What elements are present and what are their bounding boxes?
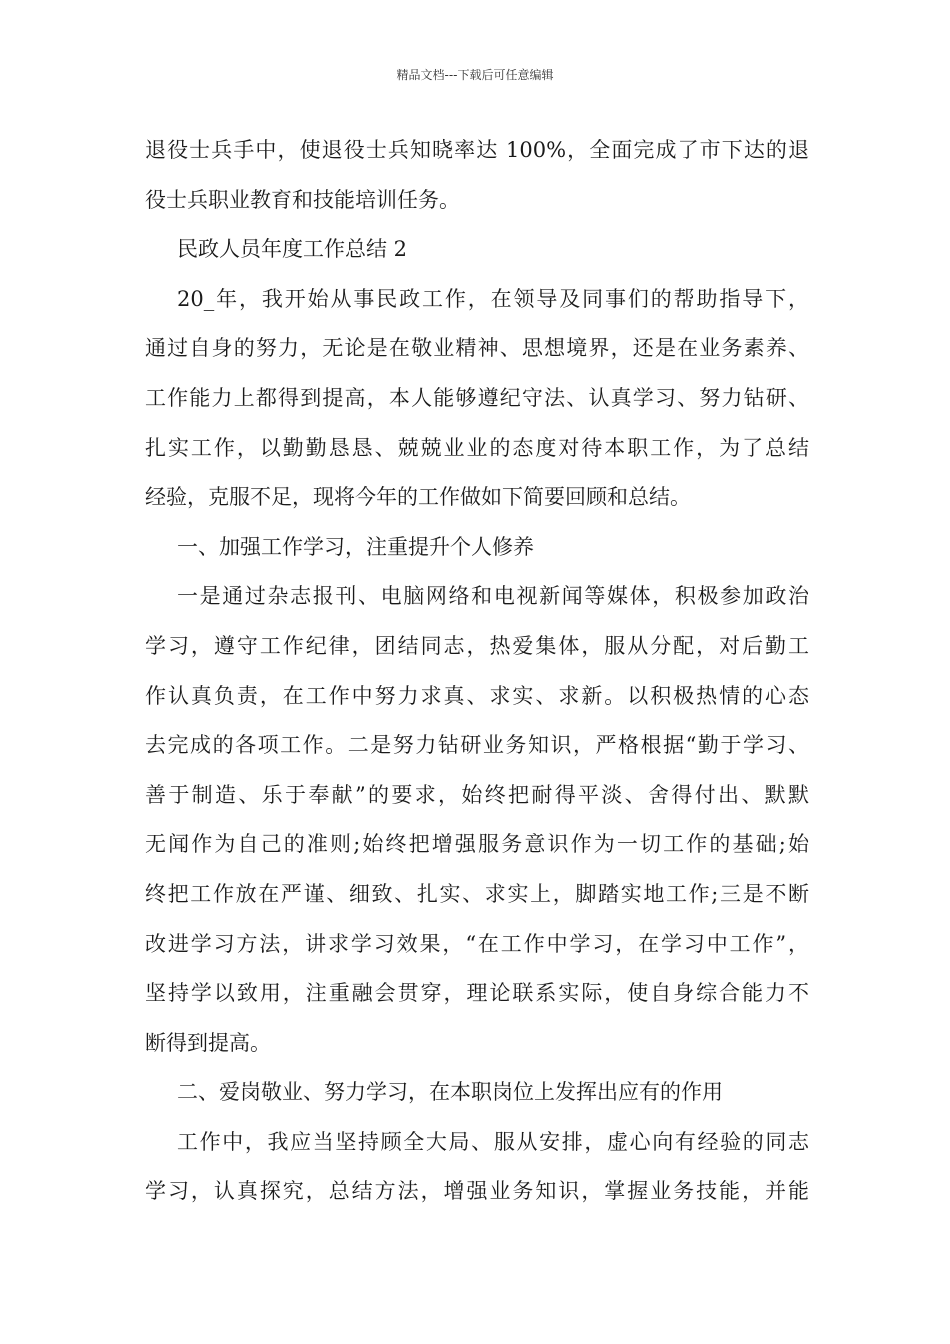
text-line: 断得到提高。 [145, 1030, 271, 1055]
section-heading: 一、加强工作学习，注重提升个人修养 [177, 534, 534, 559]
text-line: 役士兵职业教育和技能培训任务。 [145, 187, 460, 212]
text-line: 终把工作放在严谨、细致、扎实、求实上，脚踏实地工作;三是不断 [145, 881, 809, 906]
text-line: 扎实工作，以勤勤恳恳、兢兢业业的态度对待本职工作，为了总结 [145, 435, 809, 460]
document-body [145, 126, 809, 1217]
text-line: 学习，遵守工作纪律，团结同志，热爱集体，服从分配，对后勤工 [145, 633, 809, 658]
text-line: 善于制造、乐于奉献”的要求，始终把耐得平淡、舍得付出、默默 [145, 782, 809, 807]
section-title: 民政人员年度工作总结 2 [177, 237, 408, 262]
text-line: 退役士兵手中，使退役士兵知晓率达 100%，全面完成了市下达的退 [145, 138, 809, 162]
section-heading: 二、爱岗敬业、努力学习，在本职岗位上发挥出应有的作用 [177, 1080, 723, 1105]
text-line: 作认真负责，在工作中努力求真、求实、求新。以积极热情的心态 [145, 683, 809, 708]
text-line: 无闻作为自己的准则;始终把增强服务意识作为一切工作的基础;始 [145, 832, 809, 857]
text-line: 改进学习方法，讲求学习效果，“在工作中学习，在学习中工作”， [145, 931, 809, 956]
text-line: 20_年，我开始从事民政工作，在领导及同事们的帮助指导下， [177, 286, 809, 311]
text-line: 去完成的各项工作。二是努力钻研业务知识，严格根据“勤于学习、 [145, 733, 809, 758]
text-line: 工作能力上都得到提高，本人能够遵纪守法、认真学习、努力钻研、 [145, 385, 809, 410]
text-line: 学习，认真探究，总结方法，增强业务知识，掌握业务技能，并能 [145, 1179, 809, 1204]
text-line: 坚持学以致用，注重融会贯穿，理论联系实际，使自身综合能力不 [145, 981, 809, 1006]
text-line: 工作中，我应当坚持顾全大局、服从安排，虚心向有经验的同志 [177, 1129, 809, 1154]
text-line: 一是通过杂志报刊、电脑网络和电视新闻等媒体，积极参加政治 [177, 584, 809, 609]
text-line: 经验，克服不足，现将今年的工作做如下简要回顾和总结。 [145, 485, 691, 510]
text-line: 通过自身的努力，无论是在敬业精神、思想境界，还是在业务素养、 [145, 336, 809, 361]
page-header: 精品文档---下载后可任意编辑 [396, 68, 554, 82]
